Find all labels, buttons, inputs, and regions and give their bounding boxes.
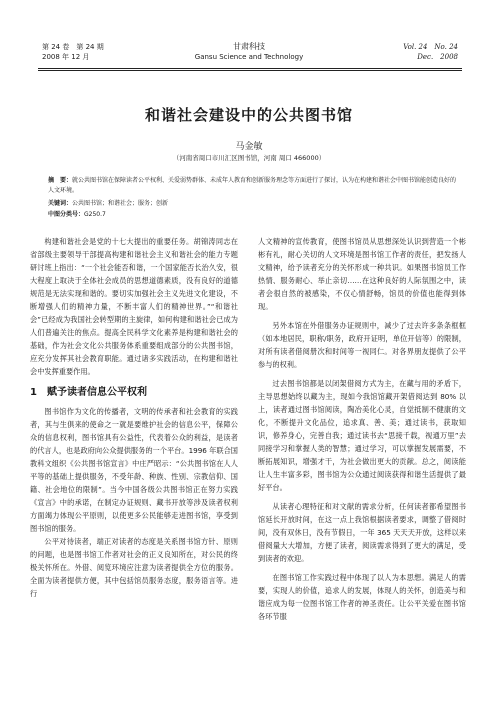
body-paragraph: 公平对待读者，端正对读者的态度是关系图书馆方针、原则的问题，也是图书馆工作者对社会的正义良知所在，对公民的终极关怀所在。外借、阅览环境应注意为读者提供全方位的服务。全面为读者提供方便，其中包括馆员服务态度，服务语言等。进行 xyxy=(30,537,238,598)
classification-number xyxy=(48,210,458,220)
volume-issue-en: Vol. 24 No. 24 xyxy=(403,43,458,51)
abstract-label: 摘 要： xyxy=(48,177,73,184)
left-column xyxy=(30,235,238,600)
body-paragraph: 另外本馆在外借服务办证规则中，减少了过去许多条条框框（如本地居民，职称/职务，政府开证明，单位开信等）的限制，对所有读者借阅册次和时间等一视同仁。对各界朋友提供了公平参与的权利。 xyxy=(258,321,466,369)
journal-header-right xyxy=(403,42,458,62)
abstract-text: 就公共图书馆在保障读者公平权利、关爱弱势群体、未成年人教育和创新服务理念等方面进行了探讨，认为在构建和谐社会中图书馆能创造良好的人文环境。 xyxy=(48,177,457,194)
body-paragraph: 在图书馆工作实践过程中体现了以人为本思想。满足人的需要，实现人的价值，追求人的发展，体现人的关怀，创造美与和谐应成为每一位图书馆工作者的神圣责任。让公平关爱在图书馆各环节服 xyxy=(258,573,466,621)
abstract xyxy=(48,176,458,195)
journal-name-cn: 甘肃科技 xyxy=(233,42,265,51)
right-column xyxy=(258,235,466,623)
keywords xyxy=(48,199,458,209)
section-heading: 1 赋予读者信息公平权利 xyxy=(30,387,147,398)
keywords-text: 公共图书馆；和谐社会；服务；创新 xyxy=(72,200,169,207)
body-paragraph: 图书馆作为文化的传播者，文明的传承者和社会教育的实践者，其与生俱来的使命之一就是要维护社会的信息公平，保障公众的信息权利，图书馆具有公益性，代表着公众的利益，是读者的代言人，也是政府向公众提供服务的一个平台。1996 年联合国教科文组织《公共图书馆宣言》中庄严昭示：“公共图书馆在人人平等的基础上提供服务，不受年龄、种族、性别、宗教信仰、国籍、社会地位的限制”。当今中国各级公共图书馆正在努力实践《宣言》中的承诺，在制定办证规则、藏书开放等涉及读者权利方面竭力体现公平原则，以使更多公民能够走进图书馆，享受到图书馆的服务。 xyxy=(30,407,238,533)
header-rule-thin xyxy=(38,70,462,71)
keywords-label: 关键词： xyxy=(48,200,73,207)
author-name: 马金敏 xyxy=(235,142,263,152)
issue-date: 2008 年 12 月 xyxy=(42,53,90,61)
author-affiliation: （河南省周口市川汇区图书馆，河南 周口 466000） xyxy=(172,154,326,162)
body-paragraph: 从读者心理特征和对文献的需求分析，任何读者都希望图书馆延长开放时间，在这一点上我馆根据读者要求，调整了借阅时间，没有双休日，没有节假日，一年 365 天天天开放，这样以来借阅量大大增加，方便了读者，阅读需求得到了更大的满足，受到读者的欢迎。 xyxy=(258,502,466,563)
article-title: 和谐社会建设中的公共图书馆 xyxy=(144,106,353,124)
issue-date-en: Dec. 2008 xyxy=(417,53,458,61)
body-paragraph: 构建和谐社会是党的十七大提出的重要任务。胡锦涛同志在省部级主要领导干部提高构建和谐社会主义和谐社会的能力专题研讨班上指出：“一个社会能否和谐，一个国家能否长治久安，很大程度上取决于全体社会成员的思想道德素质，没有良好的道德规范是无法实现和谐的。要切实加强社会主义先进文化建设，不断增强人们的精神力量，不断丰富人们的精神世界。”“和谐社会”已经成为我国社会转型期的主旋律，如何构建和谐社会已成为人们普遍关注的焦点。提高全民科学文化素养是构建和谐社会的基础，作为社会文化公共服务体系重要组成部分的公共图书馆，应充分发挥其社会教育职能。通过诸多实践活动，在构建和谐社会中发挥重要作用。 xyxy=(30,237,238,376)
clc-label: 中图分类号： xyxy=(48,211,85,218)
header-rule xyxy=(38,68,462,69)
volume-issue: 第 24 卷 第 24 期 xyxy=(42,43,104,51)
clc-text: G250.7 xyxy=(84,211,106,218)
journal-name-en: Gansu Science and Technology xyxy=(194,53,304,61)
body-paragraph: 过去图书馆都是以闭架借阅方式为主，在藏与用的矛盾下，主导思想始终以藏为主，现如今我馆馆藏开架借阅达到 80% 以上，读者通过图书馆阅读，陶冶美化心灵，自觉抵制不健康的文化，不断提升文化品位，追求真、善、美；通过读书，获取知识，修养身心，完善自我；通过读书去“思接千载，视通万里”去同接学习和掌握人类的智慧；通过学习，可以掌握发展需要，不断拓展知识，增强才干，为社会做出更大的贡献。总之，阅读能让人生丰富多彩，图书馆为公众通过阅读获得和谐生活提供了最好平台。 xyxy=(258,379,466,492)
body-paragraph: 人文精神的宣传教育，使图书馆员从思想深处认识到营造一个彬彬有礼，耐心关切的人文环境是图书馆工作者的责任，把发扬人文精神，给予读者充分的关怀形成一种共识。如果图书馆员工作热情、服务耐心、举止亲切……在这种良好的人际氛围之中，读者会很自然的被感染，不仅心情舒畅，馆员的价值也能得到体现。 xyxy=(258,237,466,311)
